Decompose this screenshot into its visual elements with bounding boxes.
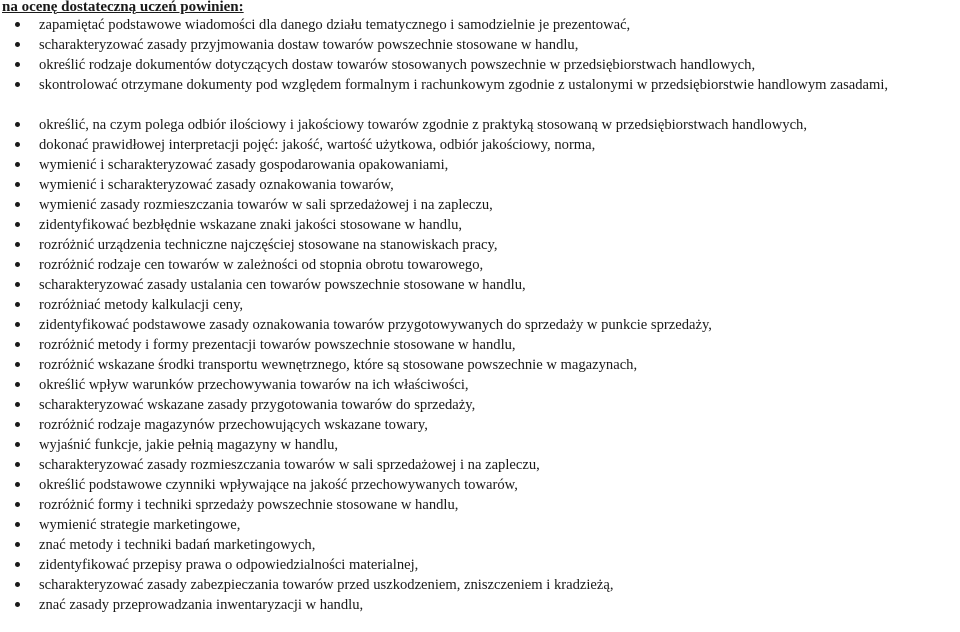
bullet-icon [15,122,20,127]
bullet-icon [15,462,20,467]
bullet-icon [15,182,20,187]
list-item-text: określić podstawowe czynniki wpływające na jakość przechowywanych towarów, [39,477,518,493]
list-item [0,75,960,115]
bullet-icon [15,42,20,47]
bullet-icon [15,482,20,487]
list-item [0,275,960,295]
list-item [0,295,960,315]
bullet-icon [15,62,20,67]
list-item-text: zidentyfikować przepisy prawa o odpowiedzialności materialnej, [39,557,419,573]
list-item-text: wyjaśnić funkcje, jakie pełnią magazyny w handlu, [39,437,339,453]
list-item [0,475,960,495]
bullet-icon [15,262,20,267]
list-item-text: scharakteryzować zasady rozmieszczania towarów w sali sprzedażowej i na zapleczu, [39,457,540,473]
list-item-text: scharakteryzować zasady ustalania cen towarów powszechnie stosowane w handlu, [39,277,526,293]
bullet-icon [15,442,20,447]
list-item [0,495,960,515]
requirements-list [0,15,960,615]
list-item [0,15,960,35]
bullet-icon [15,562,20,567]
list-item [0,555,960,575]
list-item [0,375,960,395]
list-item [0,335,960,355]
list-item-text: rozróżnić metody i formy prezentacji towarów powszechnie stosowane w handlu, [39,337,516,353]
list-item [0,535,960,555]
bullet-icon [15,382,20,387]
list-item-text: wymienić zasady rozmieszczania towarów w sali sprzedażowej i na zapleczu, [39,197,493,213]
bullet-icon [15,142,20,147]
list-item [0,515,960,535]
list-item [0,455,960,475]
list-item-text: wymienić i scharakteryzować zasady gospodarowania opakowaniami, [39,157,449,173]
bullet-icon [15,422,20,427]
list-item [0,135,960,155]
list-item-text: rozróżniać metody kalkulacji ceny, [39,297,244,313]
list-item-text: scharakteryzować zasady przyjmowania dostaw towarów powszechnie stosowane w handlu, [39,37,579,53]
list-item [0,255,960,275]
list-item-text: wymienić i scharakteryzować zasady oznakowania towarów, [39,177,394,193]
list-item [0,395,960,415]
list-item-text: rozróżnić rodzaje magazynów przechowujących wskazane towary, [39,417,428,433]
bullet-icon [15,82,20,87]
list-item [0,175,960,195]
bullet-icon [15,302,20,307]
list-item-text: określić, na czym polega odbiór ilościowy i jakościowy towarów zgodnie z praktyką stosowaną w przedsiębiorstwach handlowych, [39,117,807,133]
bullet-icon [15,342,20,347]
list-item [0,355,960,375]
bullet-icon [15,242,20,247]
list-item-text: dokonać prawidłowej interpretacji pojęć: jakość, wartość użytkowa, odbiór jakościowy, norma, [39,137,596,153]
bullet-icon [15,502,20,507]
bullet-icon [15,582,20,587]
list-item [0,115,960,135]
list-item-text: rozróżnić rodzaje cen towarów w zależności od stopnia obrotu towarowego, [39,257,484,273]
bullet-icon [15,22,20,27]
list-item [0,575,960,595]
list-item-text: rozróżnić formy i techniki sprzedaży powszechnie stosowane w handlu, [39,497,459,513]
list-item [0,595,960,615]
list-item-text: skontrolować otrzymane dokumenty pod względem formalnym i rachunkowym zgodnie z ustalonymi w przedsiębiorstwie handlowym zasadami, [39,77,889,93]
list-item [0,435,960,455]
list-item-text: scharakteryzować wskazane zasady przygotowania towarów do sprzedaży, [39,397,476,413]
section-heading: na ocenę dostateczną uczeń powinien: [2,0,244,15]
bullet-icon [15,222,20,227]
list-item-text: scharakteryzować zasady zabezpieczania towarów przed uszkodzeniem, zniszczeniem i kradzieżą, [39,577,614,593]
bullet-icon [15,362,20,367]
list-item-text: znać zasady przeprowadzania inwentaryzacji w handlu, [39,597,364,613]
bullet-icon [15,602,20,607]
list-item [0,215,960,235]
list-item [0,315,960,335]
bullet-icon [15,322,20,327]
bullet-icon [15,202,20,207]
list-item [0,35,960,55]
list-item-text: określić wpływ warunków przechowywania towarów na ich właściwości, [39,377,469,393]
list-item-text: określić rodzaje dokumentów dotyczących dostaw towarów stosowanych powszechnie w przedsiębiorstwach handlowych, [39,57,756,73]
list-item [0,155,960,175]
bullet-icon [15,282,20,287]
list-item [0,55,960,75]
bullet-icon [15,162,20,167]
bullet-icon [15,402,20,407]
list-item [0,235,960,255]
bullet-icon [15,522,20,527]
list-item-text: wymienić strategie marketingowe, [39,517,241,533]
list-item [0,415,960,435]
list-item-text: zapamiętać podstawowe wiadomości dla danego działu tematycznego i samodzielnie je prezentować, [39,17,631,33]
list-item-text: zidentyfikować podstawowe zasady oznakowania towarów przygotowywanych do sprzedaży w punkcie sprzedaży, [39,317,712,333]
list-item-text: znać metody i techniki badań marketingowych, [39,537,316,553]
list-item-text: rozróżnić wskazane środki transportu wewnętrznego, które są stosowane powszechnie w magazynach, [39,357,638,373]
list-item [0,195,960,215]
list-item-text: rozróżnić urządzenia techniczne najczęściej stosowane na stanowiskach pracy, [39,237,498,253]
bullet-icon [15,542,20,547]
list-item-text: zidentyfikować bezbłędnie wskazane znaki jakości stosowane w handlu, [39,217,463,233]
